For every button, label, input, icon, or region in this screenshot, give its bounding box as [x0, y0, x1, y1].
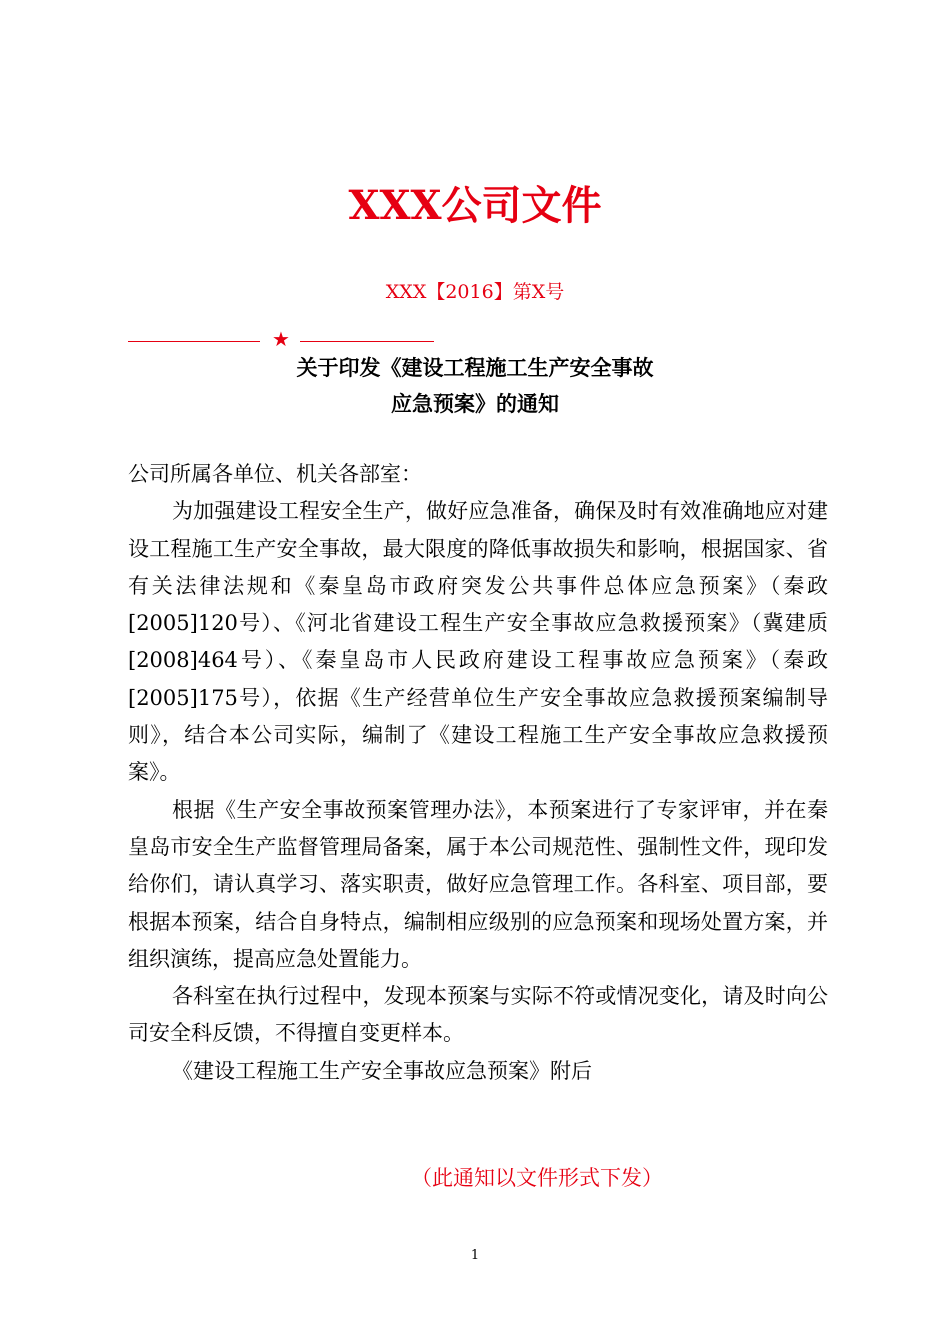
notice-body	[128, 456, 828, 1090]
body-paragraph: 为加强建设工程安全生产，做好应急准备，确保及时有效准确地应对建设工程施工生产安全事故，最大限度的降低事故损失和影响，根据国家、省有关法律法规和《秦皇岛市政府突发公共事件总体应急预案》（秦政[2005]120号）、《河北省建设工程生产安全事故应急救援预案》（冀建质[2008]464号）、《秦皇岛市人民政府建设工程事故应急预案》（秦政[2005]175号），依据《生产经营单位生产安全事故应急救援预案编制导则》，结合本公司实际，编制了《建设工程施工生产安全事故应急救援预案》。	[128, 499, 828, 785]
notice-subject	[0, 350, 950, 422]
divider-line-right	[300, 341, 434, 342]
body-paragraph: 各科室在执行过程中，发现本预案与实际不符或情况变化，请及时向公司安全科反馈，不得擅自变更样本。	[128, 984, 828, 1046]
document-title: XXX公司文件	[348, 182, 602, 229]
attachment-note: 《建设工程施工生产安全事故应急预案》附后	[172, 1058, 592, 1083]
page-number: 1	[470, 1248, 480, 1263]
issuance-note: （此通知以文件形式下发）	[411, 1166, 663, 1190]
subject-line-1: 关于印发《建设工程施工生产安全事故	[296, 355, 654, 380]
salutation: 公司所属各单位、机关各部室：	[128, 462, 422, 486]
body-paragraph: 根据《生产安全事故预案管理办法》，本预案进行了专家评审，并在秦皇岛市安全生产监督管理局备案，属于本公司规范性、强制性文件，现印发给你们，请认真学习、落实职责，做好应急管理工作。各科室、项目部，要根据本预案，结合自身特点，编制相应级别的应急预案和现场处置方案，并组织演练，提高应急处置能力。	[128, 797, 828, 971]
subject-line-2: 应急预案》的通知	[391, 391, 559, 416]
divider-line-left	[128, 341, 260, 342]
star-icon: ★	[272, 327, 290, 351]
red-divider	[128, 327, 438, 351]
document-number: XXX【2016】第X号	[385, 281, 565, 303]
